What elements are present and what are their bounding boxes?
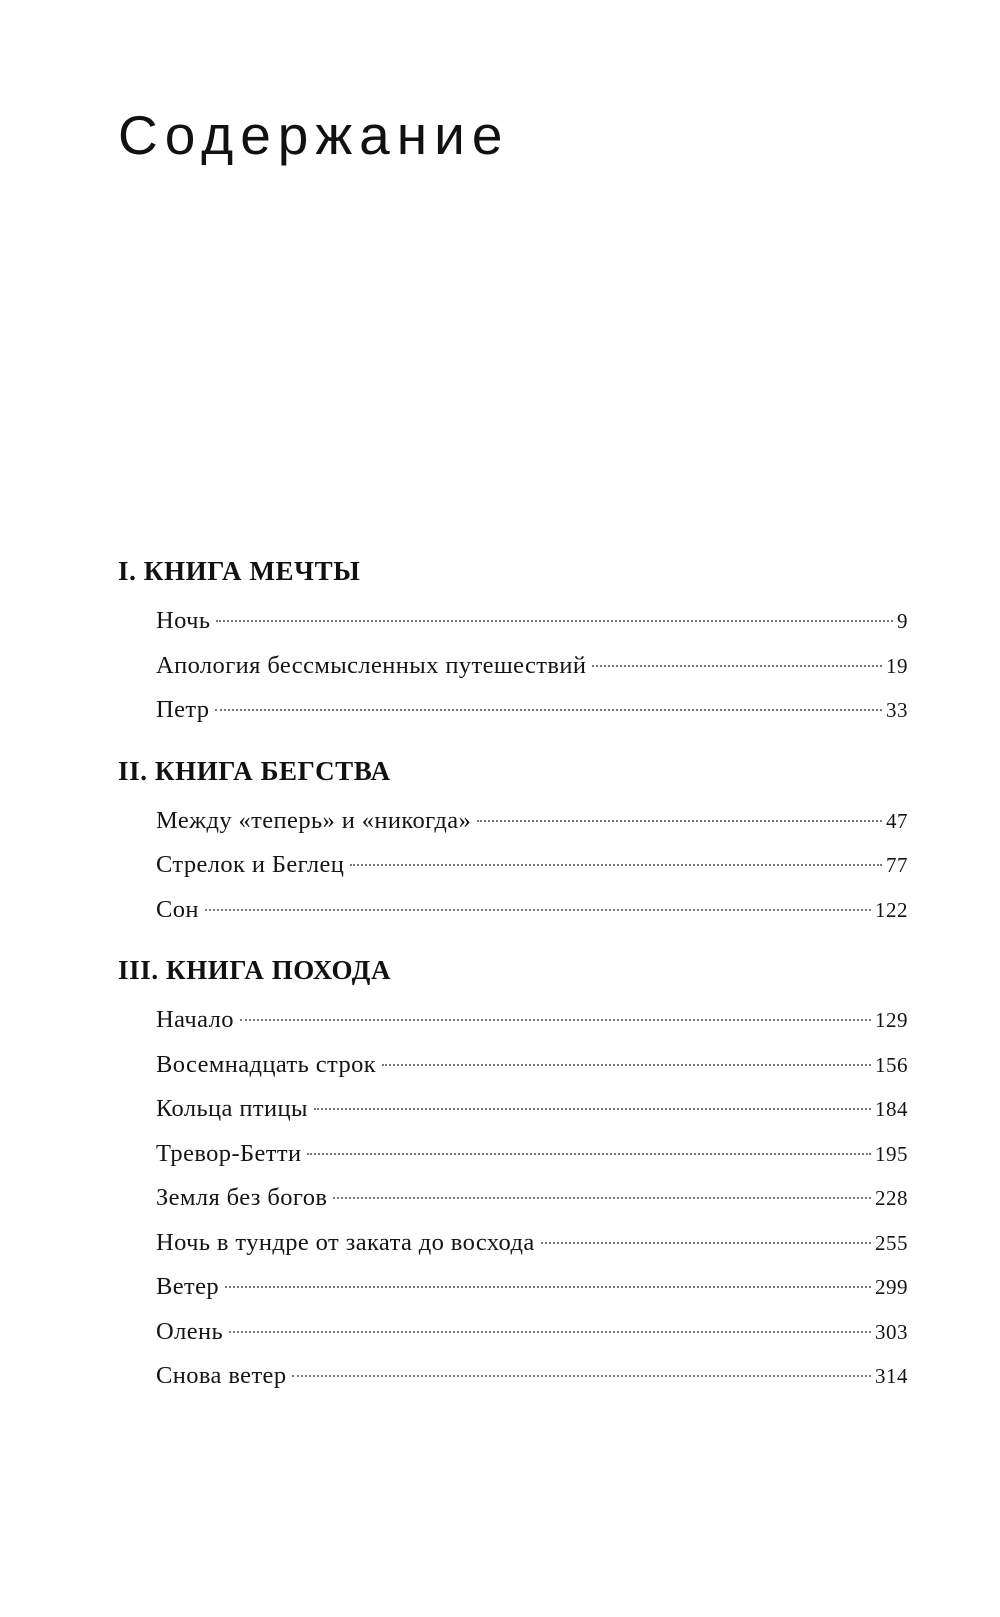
section-heading: II. КНИГА БЕГСТВА: [118, 755, 391, 786]
section-heading: I. КНИГА МЕЧТЫ: [118, 556, 361, 586]
entry-title: Земля без богов: [156, 1184, 328, 1211]
dot-leader: [477, 820, 882, 822]
entry-title: Сон: [156, 895, 199, 923]
toc-entry[interactable]: [156, 1310, 908, 1355]
entry-page-number: 228: [875, 1186, 908, 1210]
entry-title: Ветер: [156, 1273, 220, 1300]
dot-leader: [382, 1064, 871, 1066]
toc-entry[interactable]: [156, 888, 908, 933]
toc-entry[interactable]: [156, 1087, 908, 1132]
entry-title: Апология бессмысленных путешествий: [156, 651, 587, 679]
toc-entry[interactable]: [156, 1176, 908, 1221]
dot-leader: [205, 909, 871, 911]
dot-leader: [225, 1286, 871, 1288]
dot-leader: [592, 665, 882, 667]
toc-entry[interactable]: [156, 1043, 908, 1088]
dot-leader: [229, 1331, 871, 1333]
dot-leader: [292, 1375, 871, 1377]
entry-page-number: 47: [886, 808, 908, 833]
entry-title: Стрелок и Беглец: [156, 851, 345, 878]
toc-entry[interactable]: [156, 998, 908, 1043]
toc-entry[interactable]: [156, 843, 908, 888]
toc-entry[interactable]: [156, 644, 908, 689]
entry-list: [118, 599, 908, 733]
entry-title: Начало: [156, 1006, 234, 1033]
entry-title: Олень: [156, 1317, 224, 1345]
toc-section: [118, 753, 908, 933]
toc-section: [118, 952, 908, 1399]
page-title: Содержание: [118, 104, 510, 166]
entry-title: Между «теперь» и «никогда»: [156, 806, 472, 834]
dot-leader: [215, 709, 882, 711]
dot-leader: [350, 864, 882, 866]
entry-page-number: 303: [875, 1319, 908, 1344]
entry-title: Ночь в тундре от заката до восхода: [156, 1228, 535, 1256]
toc-entry[interactable]: [156, 1265, 908, 1310]
toc-section: [118, 553, 908, 733]
entry-page-number: 9: [897, 609, 908, 633]
entry-page-number: 156: [875, 1052, 908, 1077]
entry-page-number: 129: [875, 1008, 908, 1032]
dot-leader: [314, 1108, 871, 1110]
toc-entry[interactable]: [156, 1132, 908, 1177]
entry-title: Кольца птицы: [156, 1095, 308, 1122]
dot-leader: [333, 1197, 871, 1199]
table-of-contents: [118, 553, 908, 1399]
dot-leader: [216, 620, 893, 622]
entry-title: Восемнадцать строк: [156, 1050, 377, 1078]
entry-page-number: 77: [886, 853, 908, 877]
section-heading: III. КНИГА ПОХОДА: [118, 955, 392, 985]
toc-entry[interactable]: [156, 1221, 908, 1266]
entry-page-number: 122: [875, 897, 908, 922]
toc-entry[interactable]: [156, 688, 908, 733]
entry-page-number: 33: [886, 698, 908, 722]
toc-entry[interactable]: [156, 599, 908, 644]
entry-list: [118, 998, 908, 1399]
entry-list: [118, 799, 908, 933]
entry-page-number: 184: [875, 1097, 908, 1121]
entry-title: Ночь: [156, 607, 211, 634]
entry-title: Тревор-Бетти: [156, 1139, 302, 1167]
dot-leader: [541, 1242, 871, 1244]
entry-title: Снова ветер: [156, 1362, 287, 1389]
entry-page-number: 19: [886, 653, 908, 678]
entry-page-number: 299: [875, 1275, 908, 1299]
dot-leader: [307, 1153, 871, 1155]
entry-page-number: 255: [875, 1230, 908, 1255]
toc-entry[interactable]: [156, 1354, 908, 1399]
entry-title: Петр: [156, 696, 210, 723]
toc-entry[interactable]: [156, 799, 908, 844]
dot-leader: [240, 1019, 871, 1021]
entry-page-number: 195: [875, 1141, 908, 1166]
entry-page-number: 314: [875, 1364, 908, 1388]
